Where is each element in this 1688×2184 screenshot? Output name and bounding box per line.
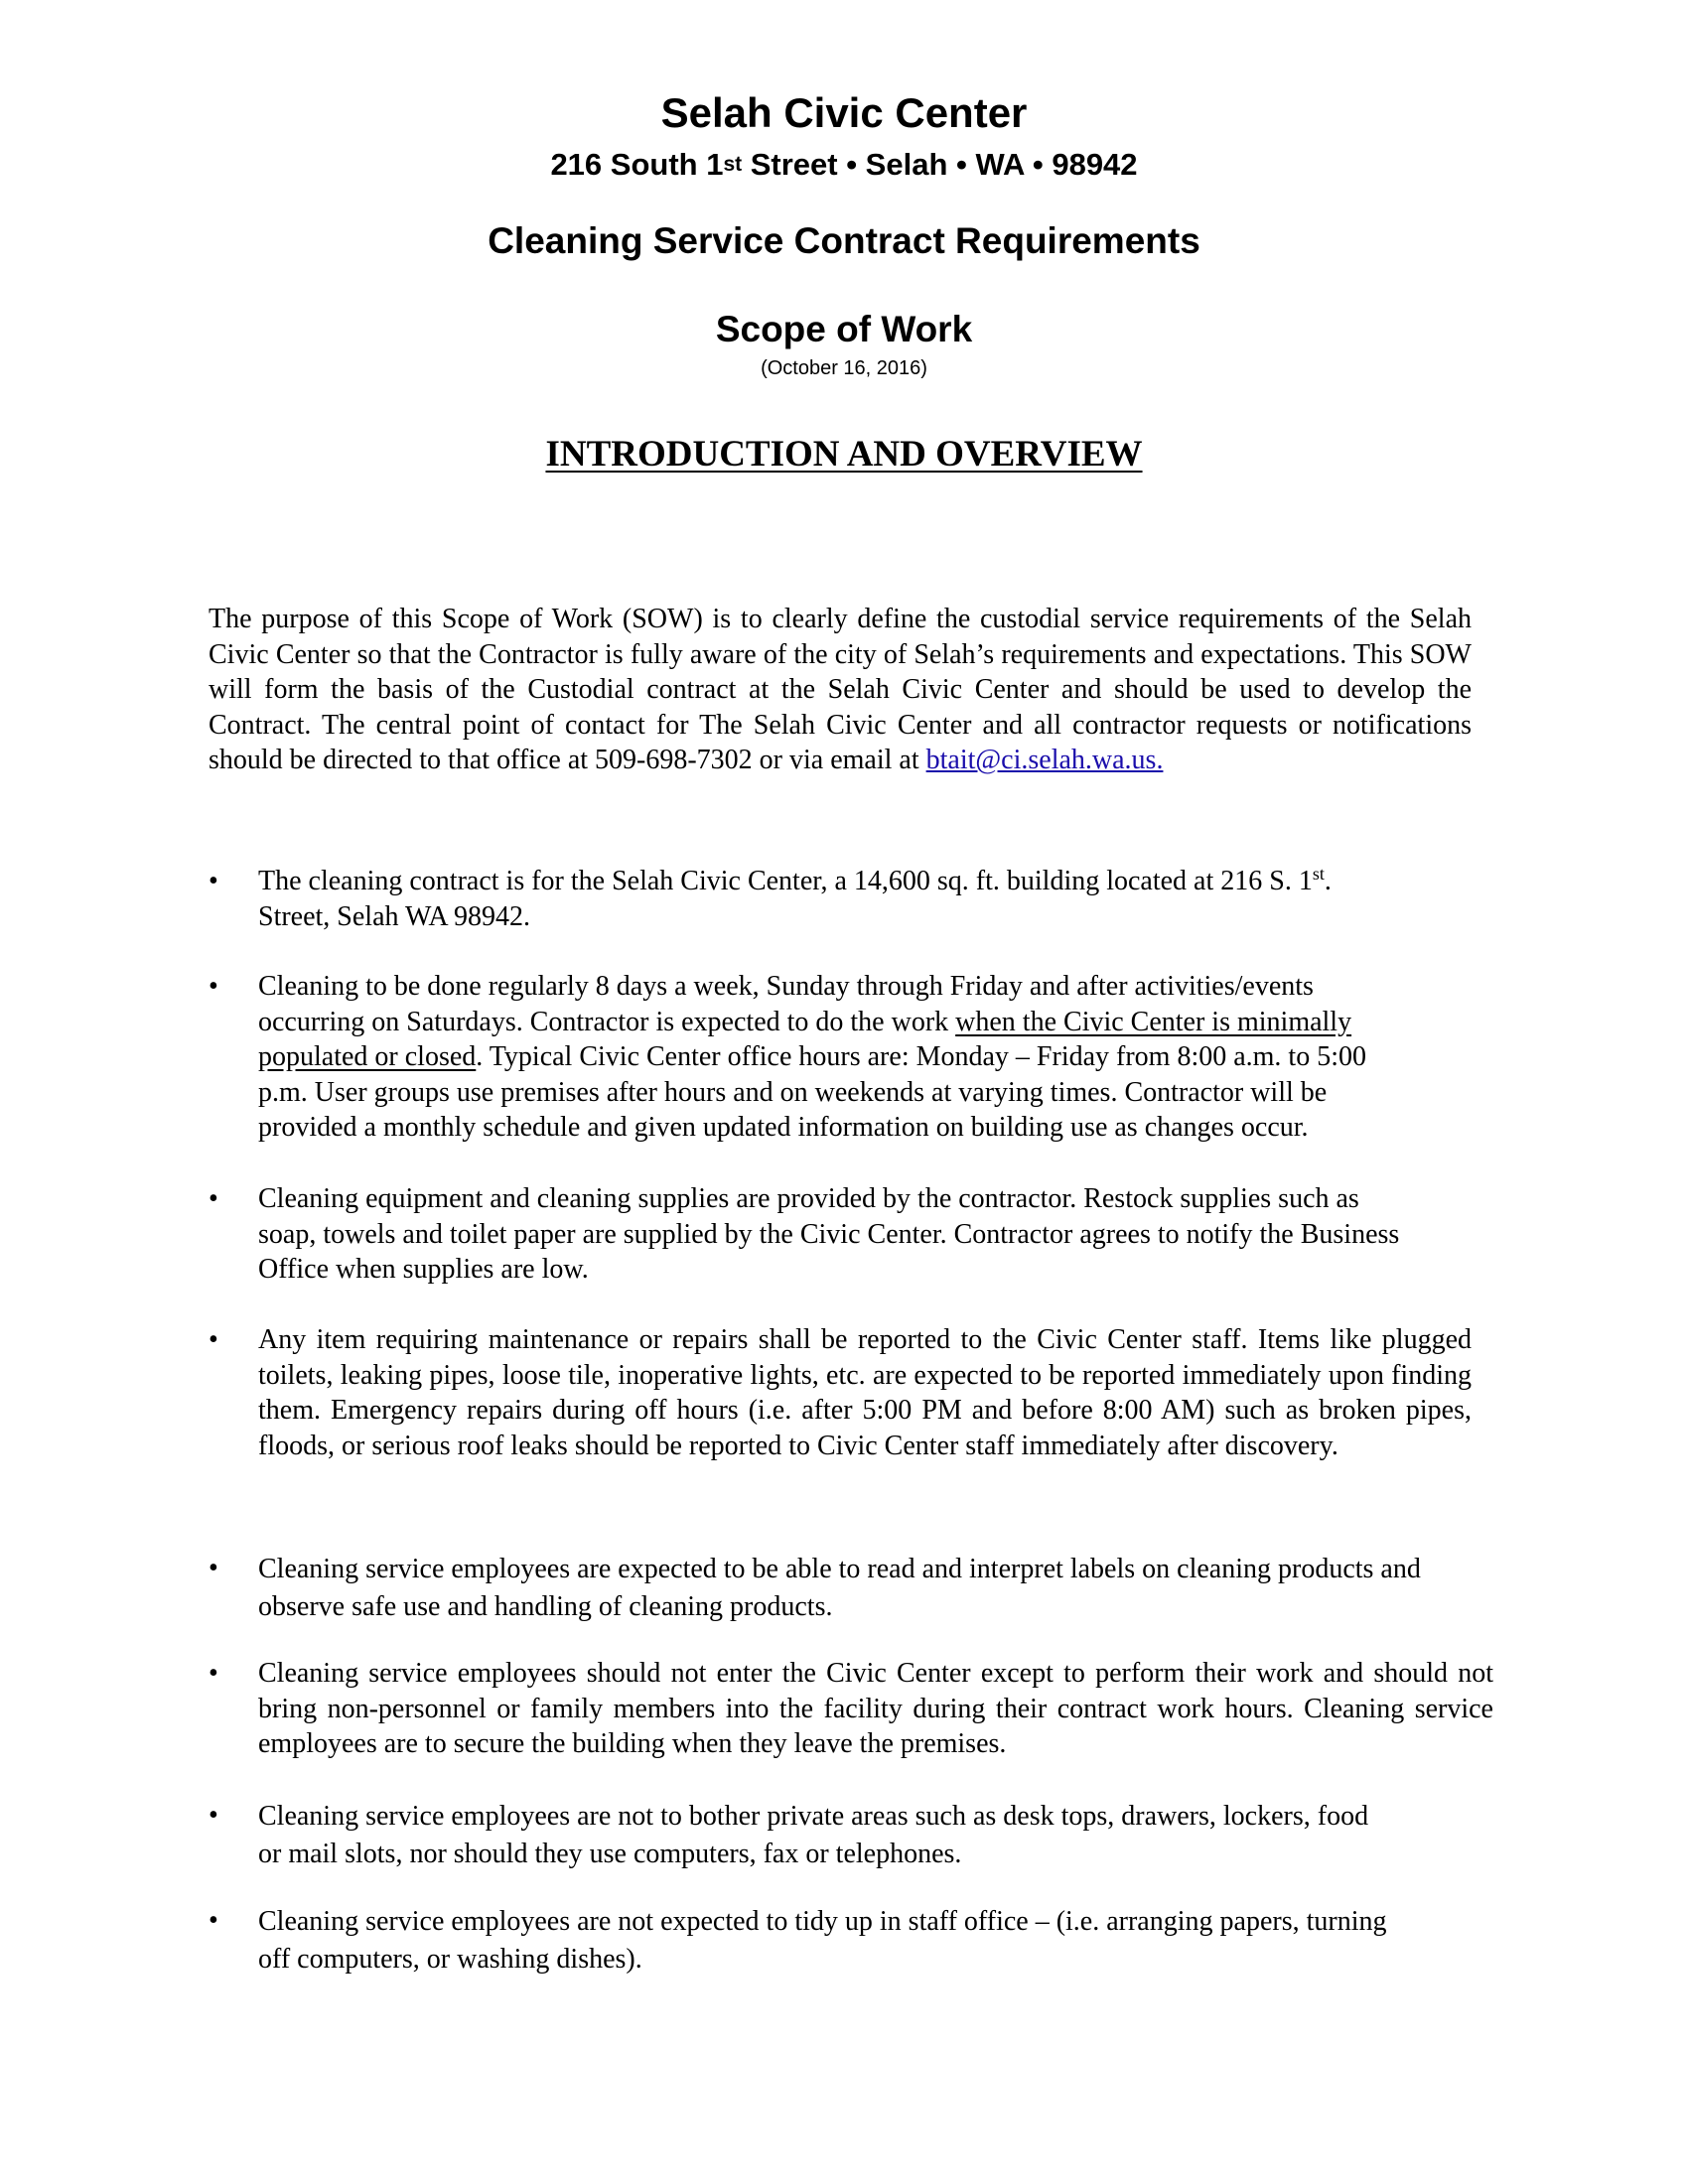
bullet-line: Cleaning to be done regularly 8 days a week, Sunday through Friday and after activities/events [258, 971, 1314, 1002]
ordinal-suffix: st [1312, 864, 1325, 884]
bullet-line: Cleaning service employees are not to bother private areas such as desk tops, drawers, lockers, food [258, 1801, 1369, 1832]
address-ordinal-suffix: st [723, 153, 743, 176]
scope-title: Scope of Work [715, 309, 973, 349]
section-heading [0, 431, 1688, 478]
bullet-symbol: • [209, 1183, 218, 1214]
contact-email-link[interactable]: btait@ci.selah.wa.us. [925, 745, 1164, 776]
bullet-symbol: • [209, 1658, 218, 1689]
list-item [209, 1798, 1519, 1873]
bullet-line: soap, towels and toilet paper are supplied by the Civic Center. Contractor agrees to notify the Business [258, 1218, 1400, 1250]
bullet-symbol: • [209, 1553, 218, 1583]
bullet-line: Cleaning service employees are expected to be able to read and interpret labels on cleaning products and [258, 1554, 1421, 1584]
bullet-symbol: • [209, 971, 218, 1002]
bullet-line: Cleaning equipment and cleaning supplies are provided by the contractor. Restock supplies such as [258, 1183, 1359, 1214]
bullet-line: Cleaning service employees are not expected to tidy up in staff office – (i.e. arranging papers, turning [258, 1906, 1387, 1937]
bullet-text [258, 1798, 1519, 1873]
bullet-line: or mail slots, nor should they use computers, fax or telephones. [258, 1839, 962, 1869]
bullet-text [258, 969, 1519, 1146]
bullet-line [258, 1005, 1519, 1040]
bullet-line-part: occurring on Saturdays. Contractor is expected to do the work [258, 1006, 956, 1037]
underlined-text: populated or closed [258, 1041, 477, 1073]
bullet-symbol: • [209, 866, 218, 896]
address-rest: Street • Selah • WA • 98942 [742, 147, 1138, 182]
bullet-line-part: . [1324, 866, 1332, 896]
bullet-text: Any item requiring maintenance or repairs shall be reported to the Civic Center staff. Items like plugged toilets, leaking pipes, loose tile, inoperative lights, etc. are expected to be reported immediately upon finding them. Emergency repairs during off hours (i.e. after 5:00 PM and before 8:00 AM) such as broken pipes, floods, or serious roof leaks should be reported to Civic Center staff immediately after discovery. [258, 1324, 1472, 1461]
list-item [209, 1322, 1519, 1463]
address-street-number: 216 South 1 [550, 147, 724, 182]
bullet-symbol: • [209, 1324, 218, 1355]
list-item [209, 1181, 1519, 1288]
bullet-symbol: • [209, 1905, 218, 1936]
bullet-text [258, 1181, 1519, 1288]
bullet-text [258, 1551, 1519, 1626]
bullet-line [258, 864, 1519, 899]
underlined-text: when the Civic Center is minimally [955, 1006, 1352, 1037]
list-item [209, 1903, 1519, 1979]
bullet-line: observe safe use and handling of cleaning products. [258, 1591, 833, 1622]
intro-text: The purpose of this Scope of Work (SOW) is to clearly define the custodial service requirements of the Selah Civic Center so that the Contractor is fully aware of the city of Selah’s requirements and expectations. This SOW will form the basis of the Custodial contract at the Selah Civic Center and should be used to develop the Contract. The central point of contact for The Selah Civic Center and all contractor requests or notifications should be directed to that office at 509-698-7302 or via email at [209, 604, 1472, 776]
bullet-text [258, 864, 1519, 934]
bullet-symbol: • [209, 1800, 218, 1831]
section-heading-text: INTRODUCTION AND OVERVIEW [545, 434, 1143, 475]
intro-paragraph [209, 602, 1472, 778]
bullet-line: Office when supplies are low. [258, 1254, 589, 1286]
bullet-line: p.m. User groups use premises after hours and on weekends at varying times. Contractor will be [258, 1076, 1328, 1108]
list-item [209, 1551, 1519, 1626]
bullet-line: provided a monthly schedule and given updated information on building use as changes occur. [258, 1112, 1309, 1144]
bullet-line: off computers, or washing dishes). [258, 1944, 642, 1975]
bullet-line-part: . Typical Civic Center office hours are: Monday – Friday from 8:00 a.m. to 5:00 [476, 1041, 1366, 1073]
bullet-line [258, 1039, 1519, 1075]
list-item [209, 1656, 1519, 1762]
organization-name: Selah Civic Center [660, 89, 1028, 136]
bullet-line-part: The cleaning contract is for the Selah Civic Center, a 14,600 sq. ft. building located at 216 S. 1 [258, 866, 1313, 896]
document-date: (October 16, 2016) [761, 357, 927, 379]
bullet-line: Street, Selah WA 98942. [258, 900, 531, 932]
address-line [0, 145, 1688, 185]
list-item [209, 864, 1519, 934]
bullet-text [258, 1903, 1519, 1979]
bullet-text: Cleaning service employees should not enter the Civic Center except to perform their work and should not bring non-personnel or family members into the facility during their contract work hours. Cleaning service employees are to secure the building when they leave the premises. [258, 1658, 1493, 1760]
list-item [209, 969, 1519, 1146]
contract-title: Cleaning Service Contract Requirements [488, 220, 1200, 261]
